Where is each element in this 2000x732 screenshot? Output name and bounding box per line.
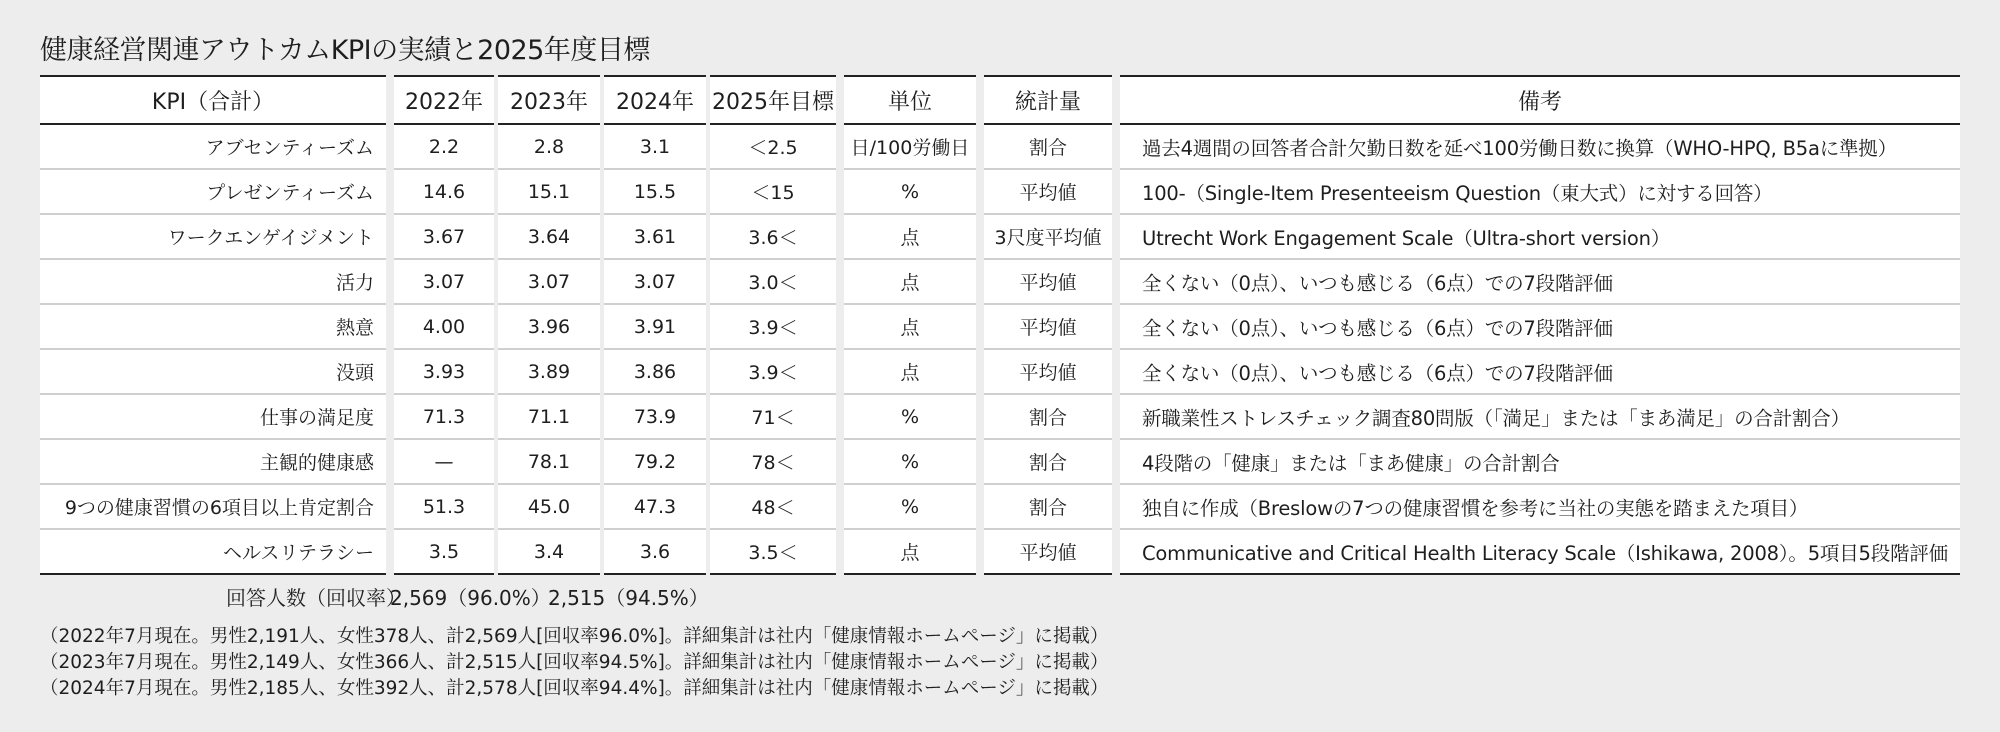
unit-cell: 点 [840, 259, 980, 304]
value-2022: — [390, 439, 496, 484]
table-row [40, 484, 1960, 529]
value-2023: 45.0 [496, 484, 602, 529]
header-kpi: KPI（合計） [40, 76, 390, 124]
value-2025-target: 3.9＜ [708, 349, 840, 394]
value-2022: 3.5 [390, 529, 496, 574]
header-unit: 単位 [840, 76, 980, 124]
statistic-cell: 平均値 [980, 529, 1116, 574]
statistic-cell: 割合 [980, 394, 1116, 439]
table-row [40, 529, 1960, 574]
notes-cell: 全くない（0点）、いつも感じる（6点）での7段階評価 [1116, 259, 1960, 304]
header-statistic: 統計量 [980, 76, 1116, 124]
statistic-cell: 平均値 [980, 349, 1116, 394]
header-notes: 備考 [1116, 76, 1960, 124]
page-title: 健康経営関連アウトカムKPIの実績と2025年度目標 [40, 35, 650, 66]
table-row [40, 394, 1960, 439]
kpi-name: 没頭 [40, 349, 390, 394]
respondents-row [40, 582, 1040, 612]
respondents-2022: 2,569（96.0%） [390, 586, 551, 610]
value-2023: 3.96 [496, 304, 602, 349]
value-2023: 3.4 [496, 529, 602, 574]
value-2024: 3.61 [602, 214, 708, 259]
header-2023: 2023年 [496, 76, 602, 124]
value-2022: 3.93 [390, 349, 496, 394]
respondents-2023: 2,515（94.5%） [548, 586, 709, 610]
notes-cell: 新職業性ストレスチェック調査80問版（「満足」または「まあ満足」の合計割合） [1116, 394, 1960, 439]
kpi-name: ヘルスリテラシー [40, 529, 390, 574]
notes-cell: 独自に作成（Breslowの7つの健康習慣を参考に当社の実態を踏まえた項目） [1116, 484, 1960, 529]
unit-cell: 日/100労働日 [840, 124, 980, 169]
notes-cell: 全くない（0点）、いつも感じる（6点）での7段階評価 [1116, 349, 1960, 394]
table-row [40, 259, 1960, 304]
header-2024: 2024年 [602, 76, 708, 124]
value-2024: 3.07 [602, 259, 708, 304]
kpi-table [40, 75, 1960, 575]
value-2024: 73.9 [602, 394, 708, 439]
value-2022: 71.3 [390, 394, 496, 439]
kpi-name: プレゼンティーズム [40, 169, 390, 214]
value-2025-target: 3.9＜ [708, 304, 840, 349]
value-2025-target: 78＜ [708, 439, 840, 484]
table-row [40, 214, 1960, 259]
notes-cell: 全くない（0点）、いつも感じる（6点）での7段階評価 [1116, 304, 1960, 349]
value-2024: 79.2 [602, 439, 708, 484]
statistic-cell: 3尺度平均値 [980, 214, 1116, 259]
unit-cell: 点 [840, 349, 980, 394]
value-2023: 3.07 [496, 259, 602, 304]
table-row [40, 439, 1960, 484]
kpi-name: 仕事の満足度 [40, 394, 390, 439]
table-row [40, 304, 1960, 349]
notes-cell: Communicative and Critical Health Literacy Scale（Ishikawa, 2008）。5項目5段階評価 [1116, 529, 1960, 574]
value-2023: 71.1 [496, 394, 602, 439]
unit-cell: % [840, 169, 980, 214]
unit-cell: % [840, 439, 980, 484]
notes-cell: 4段階の「健康」または「まあ健康」の合計割合 [1116, 439, 1960, 484]
table-header-row [40, 76, 1960, 124]
unit-cell: % [840, 394, 980, 439]
kpi-name: ワークエンゲイジメント [40, 214, 390, 259]
statistic-cell: 平均値 [980, 259, 1116, 304]
value-2023: 78.1 [496, 439, 602, 484]
statistic-cell: 割合 [980, 484, 1116, 529]
value-2024: 3.91 [602, 304, 708, 349]
value-2023: 3.89 [496, 349, 602, 394]
table-row [40, 169, 1960, 214]
table-row [40, 349, 1960, 394]
respondents-label: 回答人数（回収率） [226, 586, 406, 610]
value-2024: 3.6 [602, 529, 708, 574]
value-2022: 4.00 [390, 304, 496, 349]
value-2025-target: 48＜ [708, 484, 840, 529]
value-2024: 15.5 [602, 169, 708, 214]
notes-cell: 過去4週間の回答者合計欠勤日数を延べ100労働日数に換算（WHO-HPQ, B5aに準拠） [1116, 124, 1960, 169]
value-2023: 2.8 [496, 124, 602, 169]
footnotes [40, 624, 1108, 702]
footnote-2022: （2022年7月現在。男性2,191人、女性378人、計2,569人[回収率96.0%]。詳細集計は社内「健康情報ホームページ」に掲載） [40, 626, 1109, 647]
kpi-name: 9つの健康習慣の6項目以上肯定割合 [40, 484, 390, 529]
value-2025-target: 71＜ [708, 394, 840, 439]
value-2025-target: ＜2.5 [708, 124, 840, 169]
statistic-cell: 平均値 [980, 304, 1116, 349]
value-2024: 3.1 [602, 124, 708, 169]
value-2025-target: 3.5＜ [708, 529, 840, 574]
value-2022: 3.07 [390, 259, 496, 304]
value-2024: 3.86 [602, 349, 708, 394]
kpi-name: 熱意 [40, 304, 390, 349]
table-row [40, 124, 1960, 169]
kpi-name: 主観的健康感 [40, 439, 390, 484]
footnote-2024: （2024年7月現在。男性2,185人、女性392人、計2,578人[回収率94.4%]。詳細集計は社内「健康情報ホームページ」に掲載） [40, 678, 1109, 699]
value-2025-target: 3.0＜ [708, 259, 840, 304]
header-2022: 2022年 [390, 76, 496, 124]
unit-cell: 点 [840, 529, 980, 574]
notes-cell: Utrecht Work Engagement Scale（Ultra-short version） [1116, 214, 1960, 259]
kpi-name: アブセンティーズム [40, 124, 390, 169]
value-2022: 2.2 [390, 124, 496, 169]
value-2024: 47.3 [602, 484, 708, 529]
unit-cell: 点 [840, 304, 980, 349]
value-2022: 3.67 [390, 214, 496, 259]
value-2025-target: ＜15 [708, 169, 840, 214]
statistic-cell: 割合 [980, 439, 1116, 484]
unit-cell: % [840, 484, 980, 529]
footnote-2023: （2023年7月現在。男性2,149人、女性366人、計2,515人[回収率94.5%]。詳細集計は社内「健康情報ホームページ」に掲載） [40, 652, 1109, 673]
notes-cell: 100-（Single-Item Presenteeism Question（東大式）に対する回答） [1116, 169, 1960, 214]
value-2025-target: 3.6＜ [708, 214, 840, 259]
statistic-cell: 割合 [980, 124, 1116, 169]
kpi-name: 活力 [40, 259, 390, 304]
value-2023: 3.64 [496, 214, 602, 259]
header-2025-target: 2025年目標 [708, 76, 840, 124]
statistic-cell: 平均値 [980, 169, 1116, 214]
value-2022: 51.3 [390, 484, 496, 529]
unit-cell: 点 [840, 214, 980, 259]
value-2022: 14.6 [390, 169, 496, 214]
value-2023: 15.1 [496, 169, 602, 214]
